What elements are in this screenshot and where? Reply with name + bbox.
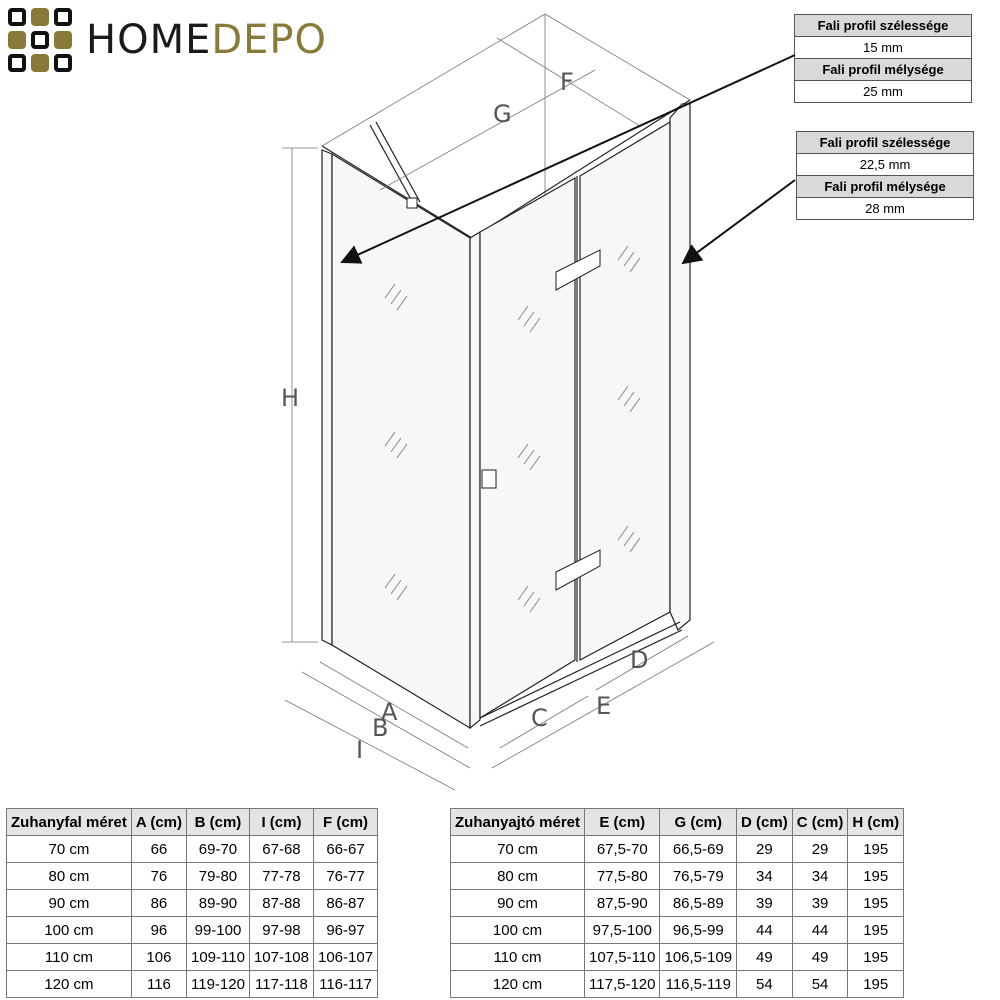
table-cell: 80 cm	[7, 863, 132, 890]
table-cell: 97,5-100	[585, 917, 660, 944]
table-cell: 195	[848, 863, 904, 890]
table-cell: 106-107	[314, 944, 378, 971]
table-row	[451, 944, 904, 971]
door-size-table	[450, 808, 904, 998]
table-row	[7, 944, 378, 971]
dim-label-g: G	[493, 100, 512, 128]
table-cell: 117,5-120	[585, 971, 660, 998]
table-header-row	[451, 809, 904, 836]
table-cell: 90 cm	[451, 890, 585, 917]
wall-size-table	[6, 808, 378, 998]
table-cell: 87,5-90	[585, 890, 660, 917]
column-header: F (cm)	[314, 809, 378, 836]
table-cell: 195	[848, 890, 904, 917]
dim-label-d: D	[630, 646, 649, 674]
table-cell: 96-97	[314, 917, 378, 944]
table-cell: 76	[131, 863, 186, 890]
wall-profile-right	[670, 104, 690, 630]
table-row	[7, 917, 378, 944]
table-cell: 80 cm	[451, 863, 585, 890]
table-row	[451, 890, 904, 917]
table-row	[451, 917, 904, 944]
table-cell: 89-90	[187, 890, 250, 917]
table-cell: 70 cm	[451, 836, 585, 863]
table-cell: 110 cm	[451, 944, 585, 971]
table-cell: 44	[792, 917, 848, 944]
column-header: B (cm)	[187, 809, 250, 836]
table-cell: 90 cm	[7, 890, 132, 917]
table-cell: 70 cm	[7, 836, 132, 863]
table-row	[7, 971, 378, 998]
table-cell: 77,5-80	[585, 863, 660, 890]
profile-depth-value: 25 mm	[863, 84, 903, 99]
table-cell: 54	[792, 971, 848, 998]
dim-label-i: I	[356, 736, 364, 764]
table-cell: 77-78	[249, 863, 313, 890]
table-cell: 100 cm	[451, 917, 585, 944]
table-cell: 119-120	[187, 971, 250, 998]
profile-width-label: Fali profil szélessége	[795, 15, 971, 37]
table-cell: 106,5-109	[660, 944, 737, 971]
table-cell: 195	[848, 836, 904, 863]
table-row	[451, 863, 904, 890]
table-cell: 120 cm	[451, 971, 585, 998]
dim-label-a: A	[381, 698, 398, 726]
table-cell: 49	[737, 944, 793, 971]
side-glass-panel-face	[332, 154, 470, 728]
table-cell: 39	[792, 890, 848, 917]
column-header: H (cm)	[848, 809, 904, 836]
table-cell: 66	[131, 836, 186, 863]
profile-width-value: 22,5 mm	[797, 154, 973, 176]
table-header-row	[7, 809, 378, 836]
table-cell: 86	[131, 890, 186, 917]
table-cell: 106	[131, 944, 186, 971]
table-cell: 86,5-89	[660, 890, 737, 917]
callout-arrow-2	[683, 180, 795, 263]
table-cell: 109-110	[187, 944, 250, 971]
table-cell: 107,5-110	[585, 944, 660, 971]
table-row	[451, 836, 904, 863]
door-handle	[482, 470, 496, 488]
table-cell: 76-77	[314, 863, 378, 890]
column-header: I (cm)	[249, 809, 313, 836]
table-row	[451, 971, 904, 998]
table-cell: 67-68	[249, 836, 313, 863]
table-cell: 195	[848, 971, 904, 998]
table-cell: 49	[792, 944, 848, 971]
profile-width-label: Fali profil szélessége	[797, 132, 973, 154]
dim-label-c: C	[531, 704, 548, 732]
table-cell: 34	[737, 863, 793, 890]
logo-wordmark: HOMEDEPO	[86, 17, 328, 63]
table-cell: 120 cm	[7, 971, 132, 998]
table-cell: 195	[848, 917, 904, 944]
table-cell: 79-80	[187, 863, 250, 890]
table-cell: 39	[737, 890, 793, 917]
table-row	[7, 890, 378, 917]
table-cell: 29	[737, 836, 793, 863]
table-cell: 116,5-119	[660, 971, 737, 998]
column-header: Zuhanyfal méret	[7, 809, 132, 836]
column-header: C (cm)	[792, 809, 848, 836]
table-cell: 99-100	[187, 917, 250, 944]
table-cell: 86-87	[314, 890, 378, 917]
profile-depth-value: 28 mm	[865, 201, 905, 216]
table-cell: 107-108	[249, 944, 313, 971]
profile-width-value: 15 mm	[795, 37, 971, 59]
column-header: Zuhanyajtó méret	[451, 809, 585, 836]
dim-label-b: B	[372, 714, 389, 742]
table-row	[7, 836, 378, 863]
dim-label-f: F	[560, 68, 574, 96]
column-header: E (cm)	[585, 809, 660, 836]
table-cell: 117-118	[249, 971, 313, 998]
table-cell: 116-117	[314, 971, 378, 998]
table-cell: 69-70	[187, 836, 250, 863]
door-leaf-left	[480, 178, 575, 718]
table-cell: 100 cm	[7, 917, 132, 944]
table-cell: 34	[792, 863, 848, 890]
table-cell: 66-67	[314, 836, 378, 863]
table-row	[7, 863, 378, 890]
column-header: D (cm)	[737, 809, 793, 836]
table-cell: 116	[131, 971, 186, 998]
table-cell: 110 cm	[7, 944, 132, 971]
dim-label-h: H	[281, 384, 300, 412]
table-cell: 44	[737, 917, 793, 944]
table-cell: 195	[848, 944, 904, 971]
profile-depth-label: Fali profil mélysége	[797, 176, 973, 198]
table-cell: 96,5-99	[660, 917, 737, 944]
dim-label-e: E	[596, 692, 612, 720]
column-header: A (cm)	[131, 809, 186, 836]
table-cell: 97-98	[249, 917, 313, 944]
column-header: G (cm)	[660, 809, 737, 836]
table-cell: 54	[737, 971, 793, 998]
table-cell: 87-88	[249, 890, 313, 917]
table-cell: 76,5-79	[660, 863, 737, 890]
table-cell: 66,5-69	[660, 836, 737, 863]
table-cell: 29	[792, 836, 848, 863]
table-cell: 67,5-70	[585, 836, 660, 863]
door-left-profile	[470, 232, 480, 728]
profile-depth-label: Fali profil mélysége	[795, 59, 971, 81]
side-glass-panel	[322, 150, 332, 645]
table-cell: 96	[131, 917, 186, 944]
